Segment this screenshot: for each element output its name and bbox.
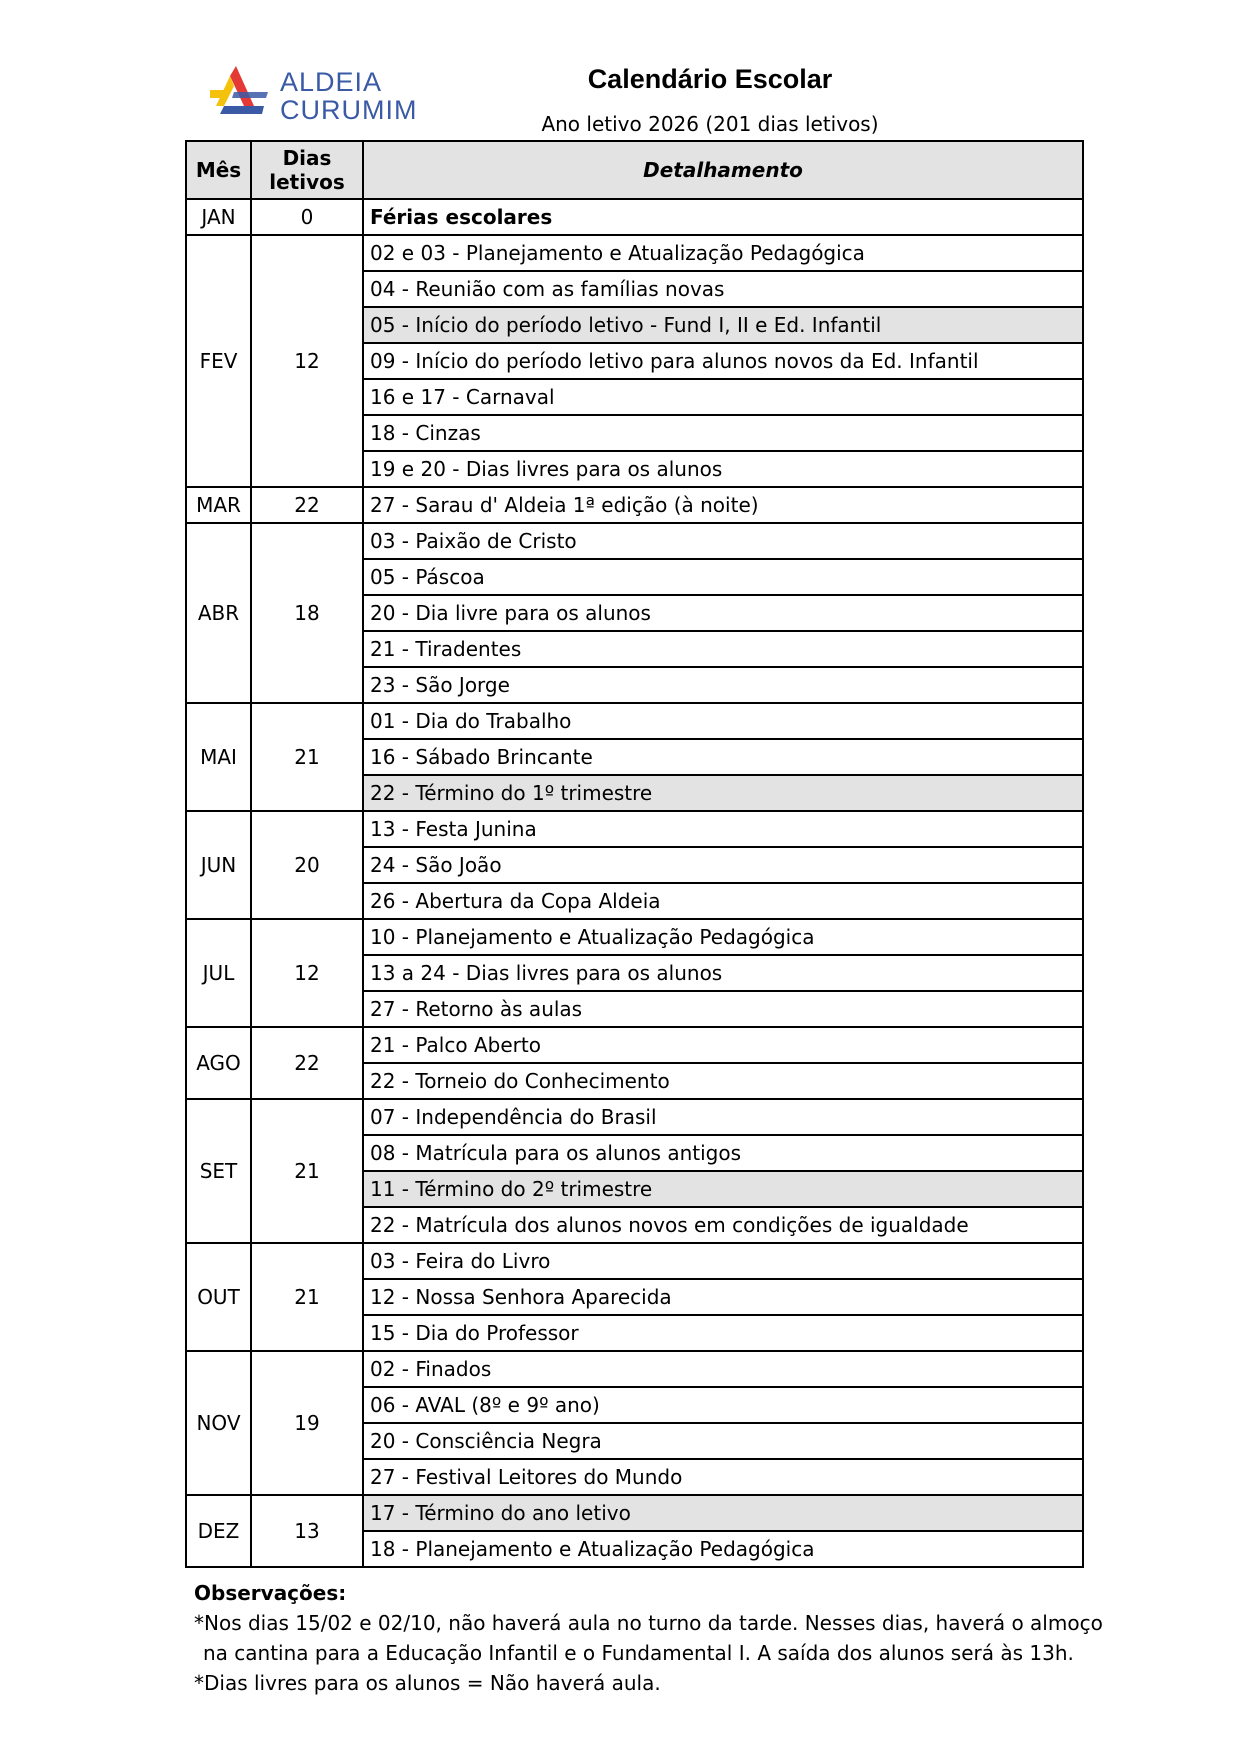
event-cell: 24 - São João — [363, 847, 1083, 883]
school-days-cell: 22 — [251, 487, 363, 523]
event-cell: 27 - Retorno às aulas — [363, 991, 1083, 1027]
observation-line: na cantina para a Educação Infantil e o Fundamental I. A saída dos alunos será às 13h. — [203, 1641, 1074, 1665]
month-cell: MAR — [186, 487, 251, 523]
observation-line: *Dias livres para os alunos = Não haverá aula. — [194, 1671, 661, 1695]
school-days-cell: 13 — [251, 1495, 363, 1567]
school-days-cell: 12 — [251, 235, 363, 487]
event-cell: 17 - Término do ano letivo — [363, 1495, 1083, 1531]
table-row — [186, 919, 1083, 955]
table-header-row — [186, 141, 1083, 199]
table-row — [186, 1243, 1083, 1279]
school-days-cell: 0 — [251, 199, 363, 235]
table-row — [186, 487, 1083, 523]
month-cell: JAN — [186, 199, 251, 235]
school-days-cell: 21 — [251, 1243, 363, 1351]
table-row — [186, 235, 1083, 271]
observation-line: *Nos dias 15/02 e 02/10, não haverá aula no turno da tarde. Nesses dias, haverá o almoço — [194, 1611, 1103, 1635]
table-row — [186, 811, 1083, 847]
event-cell: 11 - Término do 2º trimestre — [363, 1171, 1083, 1207]
event-cell: 03 - Feira do Livro — [363, 1243, 1083, 1279]
table-row — [186, 523, 1083, 559]
event-cell: 03 - Paixão de Cristo — [363, 523, 1083, 559]
event-cell: 27 - Sarau d' Aldeia 1ª edição (à noite) — [363, 487, 1083, 523]
month-cell: FEV — [186, 235, 251, 487]
event-cell: 09 - Início do período letivo para alunos novos da Ed. Infantil — [363, 343, 1083, 379]
event-cell: 05 - Início do período letivo - Fund I, II e Ed. Infantil — [363, 307, 1083, 343]
month-cell: SET — [186, 1099, 251, 1243]
event-cell: 07 - Independência do Brasil — [363, 1099, 1083, 1135]
event-cell: 04 - Reunião com as famílias novas — [363, 271, 1083, 307]
event-cell: 02 - Finados — [363, 1351, 1083, 1387]
table-row — [186, 703, 1083, 739]
days-column-header: Dias letivos — [251, 141, 363, 199]
calendar-body — [186, 199, 1083, 1567]
page-title: Calendário Escolar — [587, 64, 833, 94]
event-cell: 06 - AVAL (8º e 9º ano) — [363, 1387, 1083, 1423]
event-cell: Férias escolares — [363, 199, 1083, 235]
aldeia-curumim-logo — [210, 62, 450, 132]
logo-line-2: CURUMIM — [280, 95, 418, 125]
school-days-cell: 19 — [251, 1351, 363, 1495]
table-row — [186, 1027, 1083, 1063]
event-cell: 13 - Festa Junina — [363, 811, 1083, 847]
table-row — [186, 1495, 1083, 1531]
month-cell: JUL — [186, 919, 251, 1027]
event-cell: 18 - Planejamento e Atualização Pedagógica — [363, 1531, 1083, 1567]
event-cell: 20 - Dia livre para os alunos — [363, 595, 1083, 631]
event-cell: 18 - Cinzas — [363, 415, 1083, 451]
month-cell: MAI — [186, 703, 251, 811]
event-cell: 23 - São Jorge — [363, 667, 1083, 703]
table-row — [186, 1351, 1083, 1387]
school-days-cell: 12 — [251, 919, 363, 1027]
month-cell: DEZ — [186, 1495, 251, 1567]
event-cell: 16 - Sábado Brincante — [363, 739, 1083, 775]
month-cell: OUT — [186, 1243, 251, 1351]
school-days-cell: 21 — [251, 703, 363, 811]
event-cell: 08 - Matrícula para os alunos antigos — [363, 1135, 1083, 1171]
month-cell: AGO — [186, 1027, 251, 1099]
event-cell: 10 - Planejamento e Atualização Pedagógica — [363, 919, 1083, 955]
event-cell: 20 - Consciência Negra — [363, 1423, 1083, 1459]
page-subtitle: Ano letivo 2026 (201 dias letivos) — [541, 112, 879, 136]
observations — [194, 1578, 1103, 1698]
month-column-header: Mês — [186, 141, 251, 199]
school-days-cell: 22 — [251, 1027, 363, 1099]
event-cell: 21 - Palco Aberto — [363, 1027, 1083, 1063]
school-days-cell: 21 — [251, 1099, 363, 1243]
event-cell: 22 - Matrícula dos alunos novos em condições de igualdade — [363, 1207, 1083, 1243]
logo-wordmark — [280, 68, 417, 124]
event-cell: 05 - Páscoa — [363, 559, 1083, 595]
logo-mark-icon — [210, 62, 272, 124]
event-cell: 22 - Torneio do Conhecimento — [363, 1063, 1083, 1099]
observations-heading: Observações: — [194, 1581, 347, 1605]
month-cell: ABR — [186, 523, 251, 703]
event-cell: 15 - Dia do Professor — [363, 1315, 1083, 1351]
event-cell: 12 - Nossa Senhora Aparecida — [363, 1279, 1083, 1315]
school-days-cell: 18 — [251, 523, 363, 703]
event-cell: 16 e 17 - Carnaval — [363, 379, 1083, 415]
month-cell: NOV — [186, 1351, 251, 1495]
school-days-cell: 20 — [251, 811, 363, 919]
table-row — [186, 199, 1083, 235]
event-cell: 19 e 20 - Dias livres para os alunos — [363, 451, 1083, 487]
event-cell: 01 - Dia do Trabalho — [363, 703, 1083, 739]
month-cell: JUN — [186, 811, 251, 919]
event-cell: 02 e 03 - Planejamento e Atualização Pedagógica — [363, 235, 1083, 271]
event-cell: 27 - Festival Leitores do Mundo — [363, 1459, 1083, 1495]
table-row — [186, 1099, 1083, 1135]
event-cell: 26 - Abertura da Copa Aldeia — [363, 883, 1083, 919]
calendar-table — [185, 140, 1084, 1568]
event-cell: 13 a 24 - Dias livres para os alunos — [363, 955, 1083, 991]
event-cell: 22 - Término do 1º trimestre — [363, 775, 1083, 811]
event-cell: 21 - Tiradentes — [363, 631, 1083, 667]
logo-line-1: ALDEIA — [280, 67, 383, 97]
detail-column-header: Detalhamento — [363, 141, 1083, 199]
